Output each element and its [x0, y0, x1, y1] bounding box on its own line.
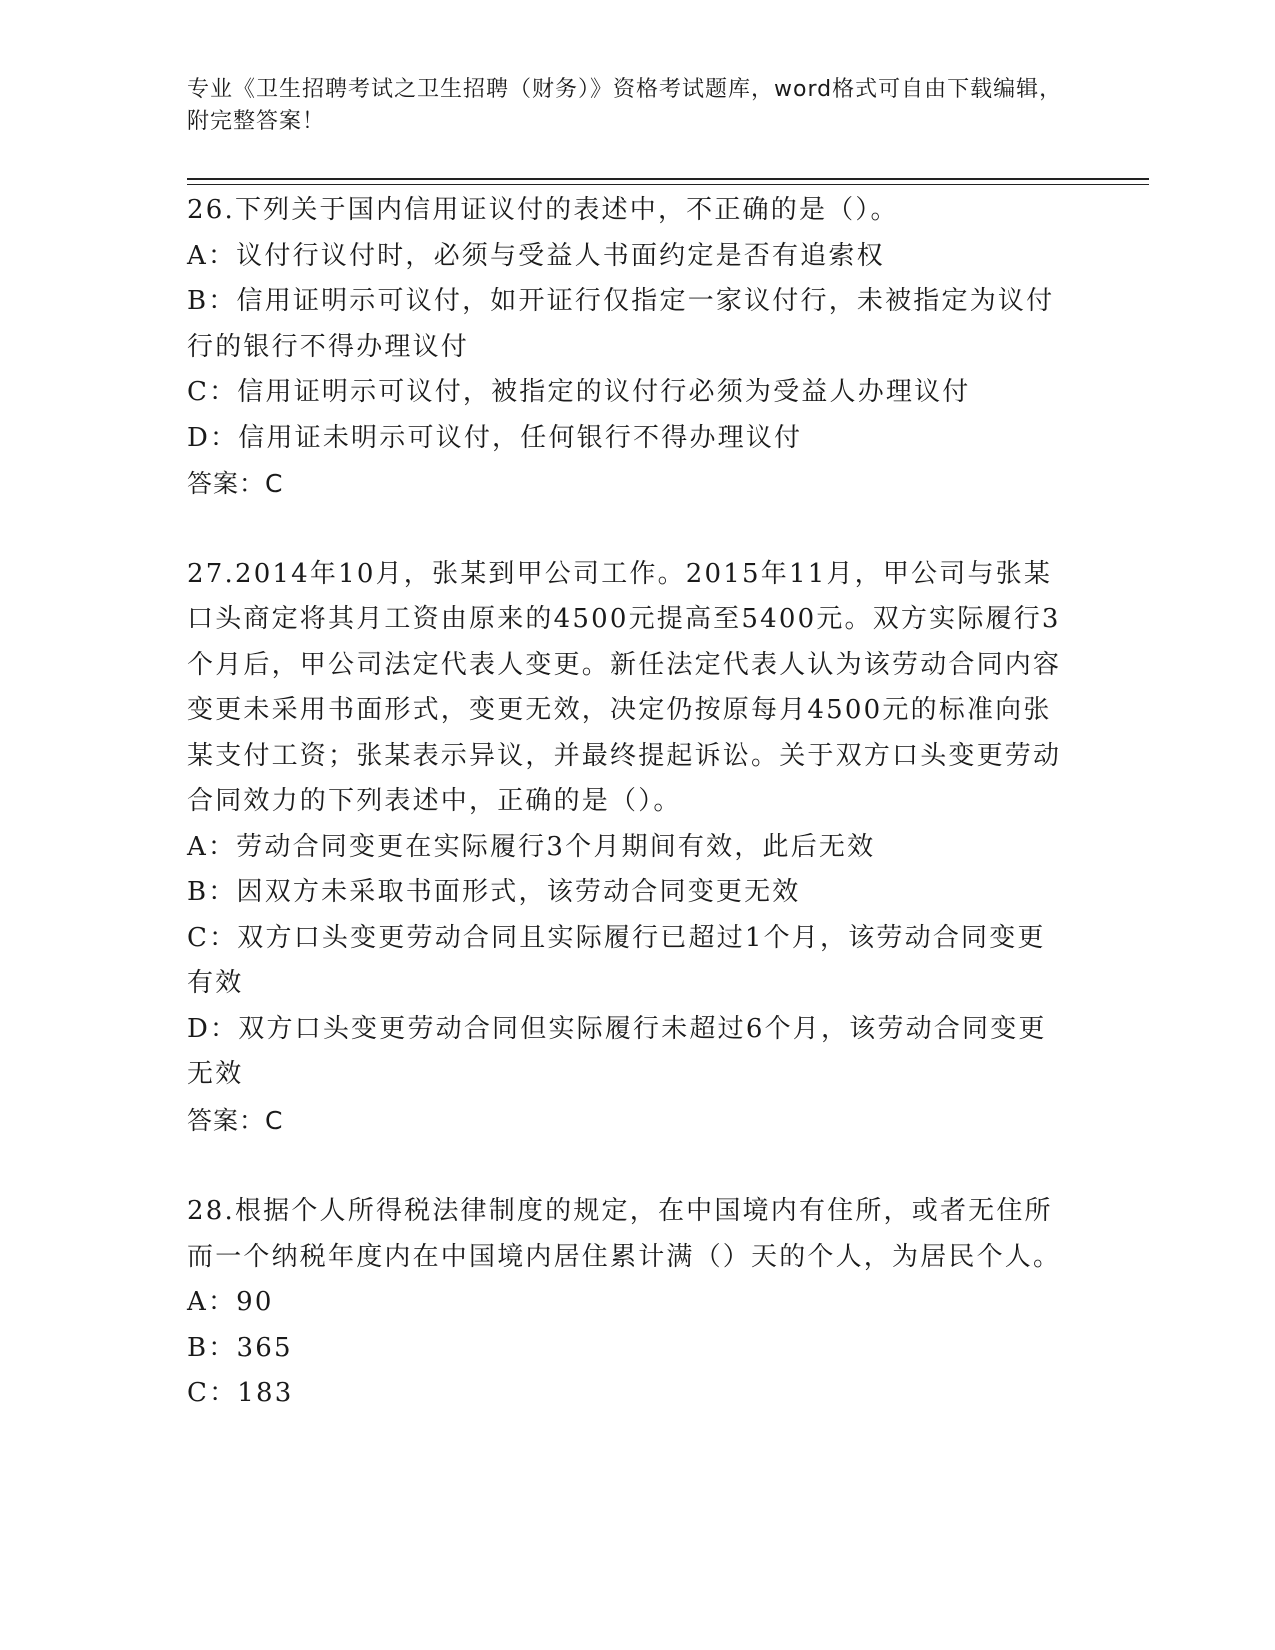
header-divider-thick [187, 178, 1149, 180]
question-27 [187, 552, 1067, 1144]
option-b: B：365 [187, 1332, 293, 1363]
option-a: A：劳动合同变更在实际履行3个月期间有效，此后无效 [187, 831, 876, 862]
option-c: C：双方口头变更劳动合同且实际履行已超过1个月，该劳动合同变更有效 [187, 922, 1046, 998]
option-c: C：信用证明示可议付，被指定的议付行必须为受益人办理议付 [187, 377, 971, 407]
question-spacer [187, 1143, 1067, 1189]
option-a: A：90 [187, 1287, 274, 1317]
option-d: D：信用证未明示可议付，任何银行不得办理议付 [187, 422, 803, 453]
option-a: A：议付行议付时，必须与受益人书面约定是否有追索权 [187, 240, 885, 271]
option-d: D：双方口头变更劳动合同但实际履行未超过6个月，该劳动合同变更无效 [187, 1013, 1047, 1089]
question-list [187, 188, 1067, 1417]
question-spacer [187, 507, 1067, 552]
option-c: C：183 [187, 1378, 294, 1408]
question-stem: 26.下列关于国内信用证议付的表述中，不正确的是（）。 [187, 195, 899, 225]
page-header [187, 74, 1067, 138]
question-26 [187, 188, 1067, 507]
answer: 答案：C [187, 1105, 284, 1135]
question-28 [187, 1189, 1067, 1417]
question-stem: 28.根据个人所得税法律制度的规定，在中国境内有住所，或者无住所而一个纳税年度内在中国境内居住累计满（）天的个人，为居民个人。 [187, 1196, 1062, 1272]
question-stem: 27.2014年10月，张某到甲公司工作。2015年11月，甲公司与张某口头商定将其月工资由原来的4500元提高至5400元。双方实际履行3个月后，甲公司法定代表人变更。新任法定代表人认为该劳动合同内容变更未采用书面形式，变更无效，决定仍按原每月4500元的标准向张某支付工资；张某表示异议，并最终提起诉讼。关于双方口头变更劳动合同效力的下列表述中，正确的是（）。 [187, 558, 1062, 816]
option-b: B：信用证明示可议付，如开证行仅指定一家议付行，未被指定为议付行的银行不得办理议付 [187, 286, 1055, 362]
header-text: 专业《卫生招聘考试之卫生招聘（财务）》资格考试题库，word格式可自由下载编辑，附完整答案！ [187, 77, 1063, 134]
header-divider-thin [187, 184, 1149, 185]
answer: 答案：C [187, 469, 284, 498]
option-b: B：因双方未采取书面形式，该劳动合同变更无效 [187, 877, 801, 907]
